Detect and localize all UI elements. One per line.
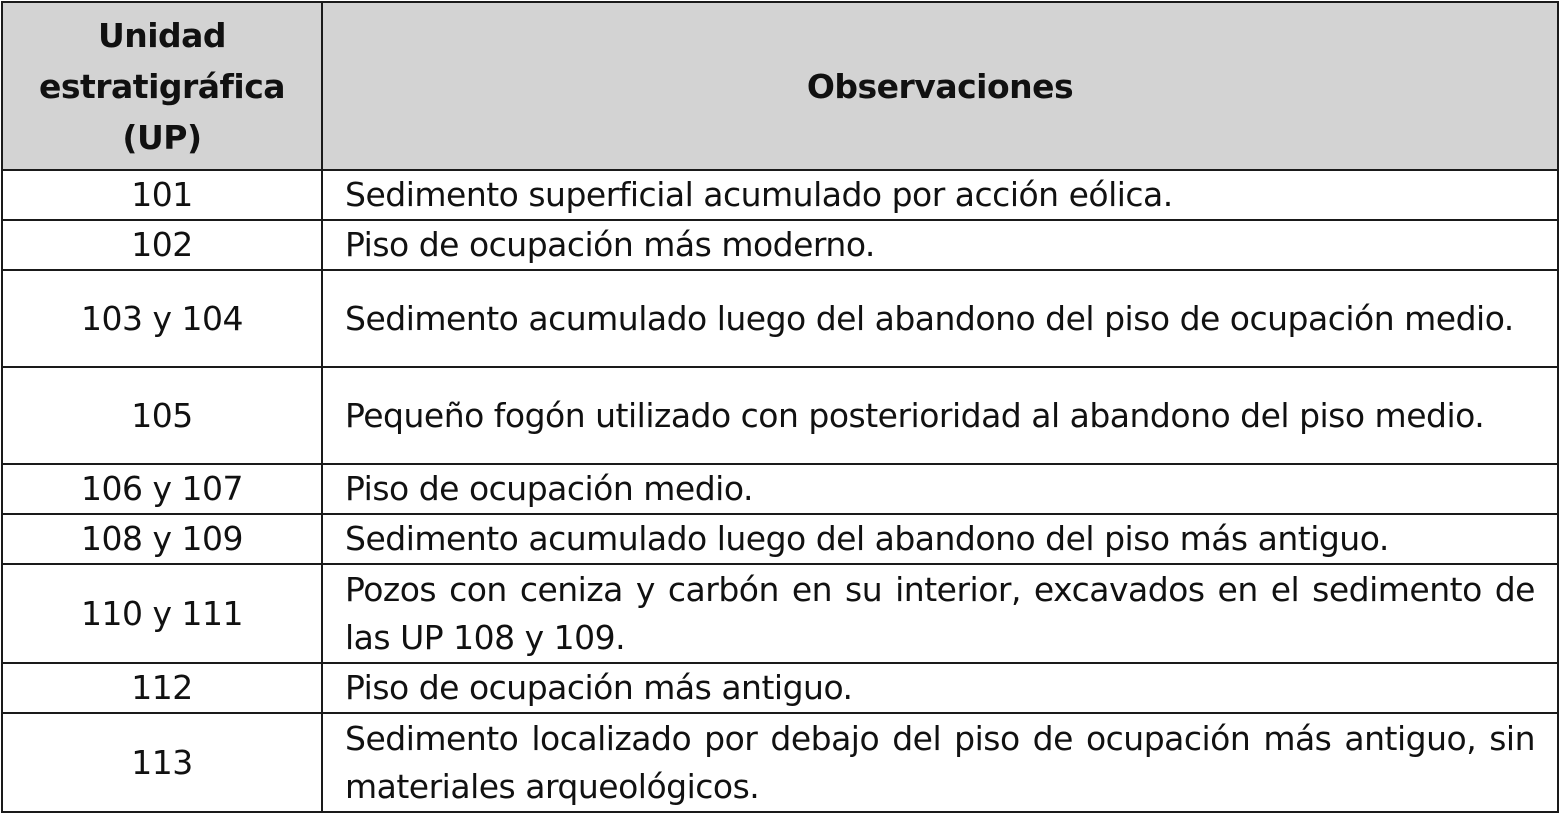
header-observations: Observaciones <box>322 2 1558 170</box>
table-row <box>2 564 1558 663</box>
stratigraphic-units-table <box>1 1 1559 813</box>
cell-up: 106 y 107 <box>2 464 322 514</box>
cell-observation: Piso de ocupación más moderno. <box>322 220 1558 270</box>
cell-up: 112 <box>2 663 322 713</box>
cell-observation: Piso de ocupación más antiguo. <box>322 663 1558 713</box>
header-row <box>2 2 1558 170</box>
table-row <box>2 663 1558 713</box>
table-row <box>2 367 1558 464</box>
table-row <box>2 514 1558 564</box>
cell-observation: Sedimento superficial acumulado por acción eólica. <box>322 170 1558 220</box>
cell-up: 103 y 104 <box>2 270 322 367</box>
table-row <box>2 713 1558 812</box>
cell-up: 108 y 109 <box>2 514 322 564</box>
table-row <box>2 270 1558 367</box>
table-row <box>2 464 1558 514</box>
cell-up: 102 <box>2 220 322 270</box>
cell-observation: Sedimento acumulado luego del abandono del piso más antiguo. <box>322 514 1558 564</box>
cell-observation: Pequeño fogón utilizado con posterioridad al abandono del piso medio. <box>322 367 1558 464</box>
cell-up: 101 <box>2 170 322 220</box>
table-row <box>2 170 1558 220</box>
cell-observation: Pozos con ceniza y carbón en su interior, excavados en el sedimento de las UP 108 y 109. <box>322 564 1558 663</box>
cell-up: 105 <box>2 367 322 464</box>
header-stratigraphic-unit: Unidad estratigráfica (UP) <box>2 2 322 170</box>
cell-up: 110 y 111 <box>2 564 322 663</box>
cell-observation: Piso de ocupación medio. <box>322 464 1558 514</box>
cell-observation: Sedimento acumulado luego del abandono del piso de ocupación medio. <box>322 270 1558 367</box>
table-row <box>2 220 1558 270</box>
cell-up: 113 <box>2 713 322 812</box>
cell-observation: Sedimento localizado por debajo del piso de ocupación más antiguo, sin materiales arqueológicos. <box>322 713 1558 812</box>
